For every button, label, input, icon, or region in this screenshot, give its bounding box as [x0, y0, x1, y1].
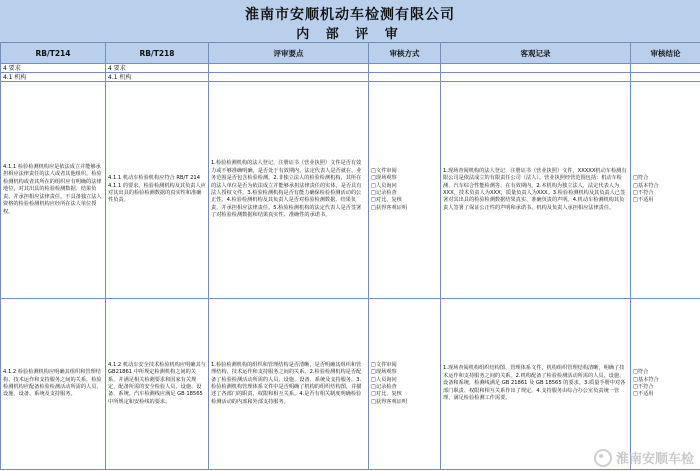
method-checkbox[interactable]: □人员询问 [371, 376, 397, 383]
col-header-rb214: RB/T214 [1, 43, 106, 64]
review-points: 1.检验检测机构的组织和管理结构是否清晰，是否明确其组织和管理结构、技术运作和支持服务之间的关系。2.检验检测机构是否配备了检验检测活动所需的人员、设施、设备、系统及支持服务。3.检验检测机构管理体系文件中是否明确了机构的组织结构图，并描述了各部门的职责、权限和相互关系。4.是否有相关制度明确检验检测活动的内部和外部支持服务。 [209, 299, 369, 470]
subsection-label: 4.1 机构 [106, 73, 209, 82]
method-checkbox[interactable]: □记录检查 [371, 190, 397, 196]
verdict-checkbox[interactable]: □不符合 [633, 190, 654, 196]
table-row [1, 82, 700, 299]
review-method [369, 82, 441, 299]
section-label: 4 要求 [1, 64, 106, 73]
verdict-checkbox[interactable]: □不适用 [633, 391, 654, 398]
watermark-logo-icon [594, 449, 612, 467]
document-title: 内 部 评 审 [296, 27, 404, 42]
verdict-checkbox[interactable]: □符合 [633, 175, 649, 182]
table-row [1, 299, 700, 470]
section-row [1, 64, 700, 73]
verdict-checkbox[interactable]: □符合 [633, 369, 649, 376]
method-checkbox[interactable]: □记录检查 [371, 384, 397, 390]
objective-record: 1.现场查阅机构的法人登记、注册证书（营业执照）文件，XXXXX机动车检测有限公司是依法成立的有限责任公司（法人）。营业执照经营范围包括：机动车检测、汽车综合性能检测等，在有效期内。2.本机构为独立法人，法定代表人为XXX，技术负责人为XXX，质量负责人为XXX。3.检验检测机构及其负责人已签署对其出具的检验检测数据结果真实、准确负责的声明。4.机动车检测机构其负责人签署了保证公正性的声明和承诺书，机构及负责人承担相应法律责任。 [441, 82, 631, 299]
method-checkbox[interactable]: □对比、复核 [371, 197, 402, 204]
review-table [0, 42, 700, 470]
col-header-rb218: RB/T218 [106, 43, 209, 64]
verdict-checkbox[interactable]: □基本符合 [633, 376, 659, 383]
rb214-clause: 4.1.2 检验检测机构应明确其组织和管理结构、技术运作和支持服务之间的关系。检验检测机构应配备检验检测活动所需的人员、设施、设备、系统及支持服务。 [1, 299, 106, 470]
watermark [594, 448, 694, 467]
col-header-method: 审核方式 [369, 43, 441, 64]
rb214-clause: 4.1.1 检验检测机构应是依法成立并能够承担相应法律责任的法人或者其他组织。检验检测机构或者其所在的组织应有明确的法律地位，对其出具的检验检测数据、结果负责，并承担相应法律责任。不具备独立法人资格的检验检测机构应经所在法人单位授权。 [1, 82, 106, 299]
review-verdict [631, 299, 700, 470]
col-header-record: 客观记录 [441, 43, 631, 64]
method-checkbox[interactable]: □文件审阅 [371, 361, 397, 368]
verdict-checkbox[interactable]: □不符合 [633, 384, 654, 390]
review-verdict [631, 82, 700, 299]
objective-record: 1.现场查阅机构组织结构图、管理体系文件，机构组织管理结构清晰，明确了技术运作和支持服务之间的关系。2.机构配备了检验检测活动所需的人员、设施、设备和系统，检测线满足 GB 21861 及 GB 18565 的要求。3.质量手册中对各部门职责、权限和相互关系作出了规定。4.支持服务由综合办公室负责统一管理，满足检验检测工作需要。 [441, 299, 631, 470]
method-checkbox[interactable]: □获得客观证明 [371, 398, 408, 405]
company-name: 淮南市安顺机动车检测有限公司 [245, 7, 455, 23]
rb218-clause: 4.1.2 机动车安全技术检验机构应明确其与 GB21861 中所规定检测机构之间的关系，并满足相关检测要求和国家有关规定，配备所需的安全检验人员、设施、设备、系统。汽车检测线应满足 GB 18565 中所规定和安检线的要求。 [106, 299, 209, 470]
method-checkbox[interactable]: □对比、复核 [371, 391, 402, 398]
col-header-points: 评审要点 [209, 43, 369, 64]
method-checkbox[interactable]: □人员询问 [371, 182, 397, 189]
watermark-text: 淮南安顺车检 [615, 452, 694, 467]
verdict-checkbox[interactable]: □基本符合 [633, 182, 659, 189]
review-method [369, 299, 441, 470]
section-label: 4 要求 [106, 64, 209, 73]
subsection-row [1, 73, 700, 82]
review-points: 1.检验检测机构的法人登记、注册证书（营业执照）文件是否有效力或不够准确明确，是否处于有效期内，法定代表人是否就在，业务范围是否包含检验检测。2.非独立法人的检验检测机构，其所在的法人单位是否为依法成立并能够承担法律责任的实体，是否具有法人授权文件。3.检验检测机构是否有能力确保检验检测活动的公正性。4.检验检测机构及其负责人是否对检验检测数据、结果负责，并承担相应法律责任。5.检验检测机构的法定代表人是否签署了对检验检测数据和结果真实性、准确性的承诺书。 [209, 82, 369, 299]
method-checkbox[interactable]: □文件审阅 [371, 167, 397, 174]
col-header-verdict: 审核结论 [631, 43, 700, 64]
table-header-row [1, 43, 700, 64]
rb218-clause: 4.1.1 机动车检验机构应符合 RB/T 214 4.1.1 的要求。检验检测机构及其负责人应对其出具的检验检测数据的真实性和准确性负责。 [106, 82, 209, 299]
verdict-checkbox[interactable]: □不适用 [633, 197, 654, 204]
subsection-label: 4.1 机构 [1, 73, 106, 82]
method-checkbox[interactable]: □现场观察 [371, 175, 397, 182]
method-checkbox[interactable]: □现场观察 [371, 369, 397, 376]
document-header [0, 0, 700, 43]
method-checkbox[interactable]: □获得客观证明 [371, 204, 408, 211]
